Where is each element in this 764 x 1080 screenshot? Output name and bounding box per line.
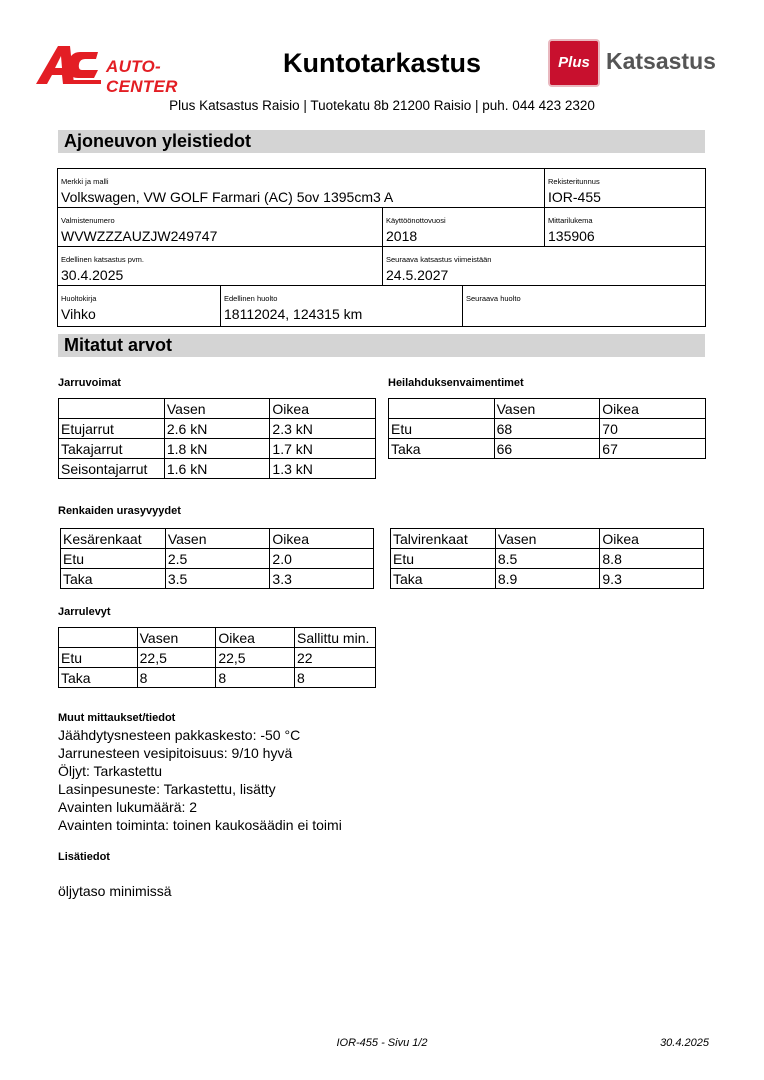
- field-label: Seuraava huolto: [466, 294, 521, 303]
- table-cell: 2.3 kN: [270, 419, 376, 439]
- table-row: [61, 569, 374, 589]
- row-label: Taka: [59, 668, 138, 688]
- field-label: Seuraava katsastus viimeistään: [386, 255, 492, 264]
- next-inspection-value: 24.5.2027: [386, 267, 449, 283]
- summer-tyres-table: [60, 528, 374, 589]
- table-cell: 8: [295, 668, 376, 688]
- field-label: Huoltokirja: [61, 294, 97, 303]
- registration-value: IOR-455: [548, 189, 601, 205]
- table-cell: 9.3: [600, 569, 704, 589]
- row-label: Etu: [61, 549, 166, 569]
- registration-cell: [545, 169, 705, 207]
- table-row: [59, 459, 376, 479]
- table-cell: 68: [494, 419, 600, 439]
- row-label: Etu: [59, 648, 138, 668]
- table-header-row: [391, 529, 704, 549]
- table-cell: 3.5: [165, 569, 270, 589]
- brake-discs-heading: Jarrulevyt: [58, 606, 111, 618]
- field-label: Merkki ja malli: [61, 177, 109, 186]
- table-header-row: [59, 399, 376, 419]
- additional-info-text: öljytaso minimissä: [58, 883, 172, 899]
- table-cell: 1.8 kN: [164, 439, 270, 459]
- make-model-value: Volkswagen, VW GOLF Farmari (AC) 5ov 1395cm3 A: [61, 189, 394, 205]
- field-label: Rekisteritunnus: [548, 177, 600, 186]
- footer-page-number: IOR-455 - Sivu 1/2: [336, 1037, 428, 1049]
- list-item: Öljyt: Tarkastettu: [58, 763, 163, 779]
- service-book-cell: [58, 286, 221, 326]
- plus-badge: [548, 39, 600, 87]
- column-header: Vasen: [164, 399, 270, 419]
- previous-inspection-value: 30.4.2025: [61, 267, 124, 283]
- column-header: Talvirenkaat: [391, 529, 496, 549]
- vin-cell: [58, 208, 383, 246]
- brake-forces-table: [58, 398, 376, 479]
- table-row: [59, 419, 376, 439]
- table-cell: 22: [295, 648, 376, 668]
- service-book-value: Vihko: [61, 306, 96, 322]
- additional-info-heading: Lisätiedot: [58, 851, 110, 863]
- table-header-row: [59, 628, 376, 648]
- list-item: Avainten lukumäärä: 2: [58, 799, 198, 815]
- previous-service-cell: [221, 286, 463, 326]
- vehicle-info-grid: [57, 168, 706, 327]
- vehicle-row: [58, 169, 705, 208]
- table-cell: 8.8: [600, 549, 704, 569]
- plus-logo-text: Katsastus: [606, 48, 716, 74]
- table-header-row: [389, 399, 706, 419]
- list-item: Jarrunesteen vesipitoisuus: 9/10 hyvä: [58, 745, 293, 761]
- row-label: Etu: [389, 419, 495, 439]
- other-measurements-heading: Muut mittaukset/tiedot: [58, 712, 176, 724]
- table-cell: 22,5: [137, 648, 216, 668]
- column-header: [59, 628, 138, 648]
- column-header: [59, 399, 165, 419]
- vehicle-row: [58, 208, 705, 247]
- other-measurements-list: [58, 726, 342, 834]
- table-cell: 1.6 kN: [164, 459, 270, 479]
- column-header: Vasen: [494, 399, 600, 419]
- previous-inspection-cell: [58, 247, 383, 285]
- table-row: [59, 648, 376, 668]
- tread-depth-heading: Renkaiden urasyvyydet: [58, 505, 181, 517]
- table-cell: 8.9: [495, 569, 600, 589]
- vin-value: WVWZZZAUZJW249747: [61, 228, 218, 244]
- footer-date: 30.4.2025: [660, 1037, 709, 1049]
- field-label: Käyttöönottovuosi: [386, 216, 446, 225]
- document-title: Kuntotarkastus: [282, 48, 482, 78]
- row-label: Etujarrut: [59, 419, 165, 439]
- column-header: Oikea: [600, 399, 706, 419]
- column-header: Oikea: [270, 529, 374, 549]
- next-service-cell: [463, 286, 705, 326]
- table-row: [61, 549, 374, 569]
- column-header: Vasen: [495, 529, 600, 549]
- table-cell: 3.3: [270, 569, 374, 589]
- row-label: Taka: [389, 439, 495, 459]
- table-header-row: [61, 529, 374, 549]
- table-cell: 2.0: [270, 549, 374, 569]
- shock-absorbers-table: [388, 398, 706, 459]
- field-label: Valmistenumero: [61, 216, 115, 225]
- row-label: Takajarrut: [59, 439, 165, 459]
- brake-discs-table: [58, 627, 376, 688]
- table-row: [389, 419, 706, 439]
- table-row: [391, 549, 704, 569]
- list-item: Lasinpesuneste: Tarkastettu, lisätty: [58, 781, 276, 797]
- column-header: [389, 399, 495, 419]
- row-label: Seisontajarrut: [59, 459, 165, 479]
- table-cell: 2.5: [165, 549, 270, 569]
- column-header: Oikea: [600, 529, 704, 549]
- table-cell: 67: [600, 439, 706, 459]
- table-cell: 2.6 kN: [164, 419, 270, 439]
- table-cell: 70: [600, 419, 706, 439]
- previous-service-value: 18112024, 124315 km: [224, 306, 363, 322]
- column-header: Kesärenkaat: [61, 529, 166, 549]
- table-row: [389, 439, 706, 459]
- table-cell: 66: [494, 439, 600, 459]
- field-label: Edellinen katsastus pvm.: [61, 255, 144, 264]
- shock-absorbers-heading: Heilahduksenvaimentimet: [388, 377, 524, 389]
- auto-center-logo-text: AUTO-CENTER: [106, 57, 178, 96]
- plus-badge-text: Plus: [558, 54, 590, 71]
- column-header: Vasen: [137, 628, 216, 648]
- contact-line: Plus Katsastus Raisio | Tuotekatu 8b 21200 Raisio | puh. 044 423 2320: [169, 98, 595, 113]
- column-header: Sallittu min.: [295, 628, 376, 648]
- section-title-measured: Mitatut arvot: [58, 334, 705, 357]
- list-item: Jäähdytysnesteen pakkaskesto: -50 °C: [58, 727, 301, 743]
- next-inspection-cell: [383, 247, 705, 285]
- table-row: [391, 569, 704, 589]
- field-label: Edellinen huolto: [224, 294, 278, 303]
- row-label: Etu: [391, 549, 496, 569]
- first-use-year-cell: [383, 208, 545, 246]
- table-row: [59, 668, 376, 688]
- brake-forces-heading: Jarruvoimat: [58, 377, 121, 389]
- odometer-value: 135906: [548, 228, 595, 244]
- column-header: Oikea: [216, 628, 295, 648]
- table-cell: 8: [137, 668, 216, 688]
- first-use-year-value: 2018: [386, 228, 418, 244]
- table-cell: 1.7 kN: [270, 439, 376, 459]
- table-cell: 8: [216, 668, 295, 688]
- list-item: Avainten toiminta: toinen kaukosäädin ei toimi: [58, 817, 342, 833]
- odometer-cell: [545, 208, 705, 246]
- table-cell: 22,5: [216, 648, 295, 668]
- column-header: Oikea: [270, 399, 376, 419]
- make-model-cell: [58, 169, 545, 207]
- plus-katsastus-logo: [546, 37, 728, 89]
- table-cell: 8.5: [495, 549, 600, 569]
- field-label: Mittarilukema: [548, 216, 593, 225]
- table-cell: 1.3 kN: [270, 459, 376, 479]
- winter-tyres-table: [390, 528, 704, 589]
- column-header: Vasen: [165, 529, 270, 549]
- table-row: [59, 439, 376, 459]
- section-title-general: Ajoneuvon yleistiedot: [58, 130, 705, 153]
- vehicle-row: [58, 286, 705, 326]
- row-label: Taka: [391, 569, 496, 589]
- row-label: Taka: [61, 569, 166, 589]
- vehicle-row: [58, 247, 705, 286]
